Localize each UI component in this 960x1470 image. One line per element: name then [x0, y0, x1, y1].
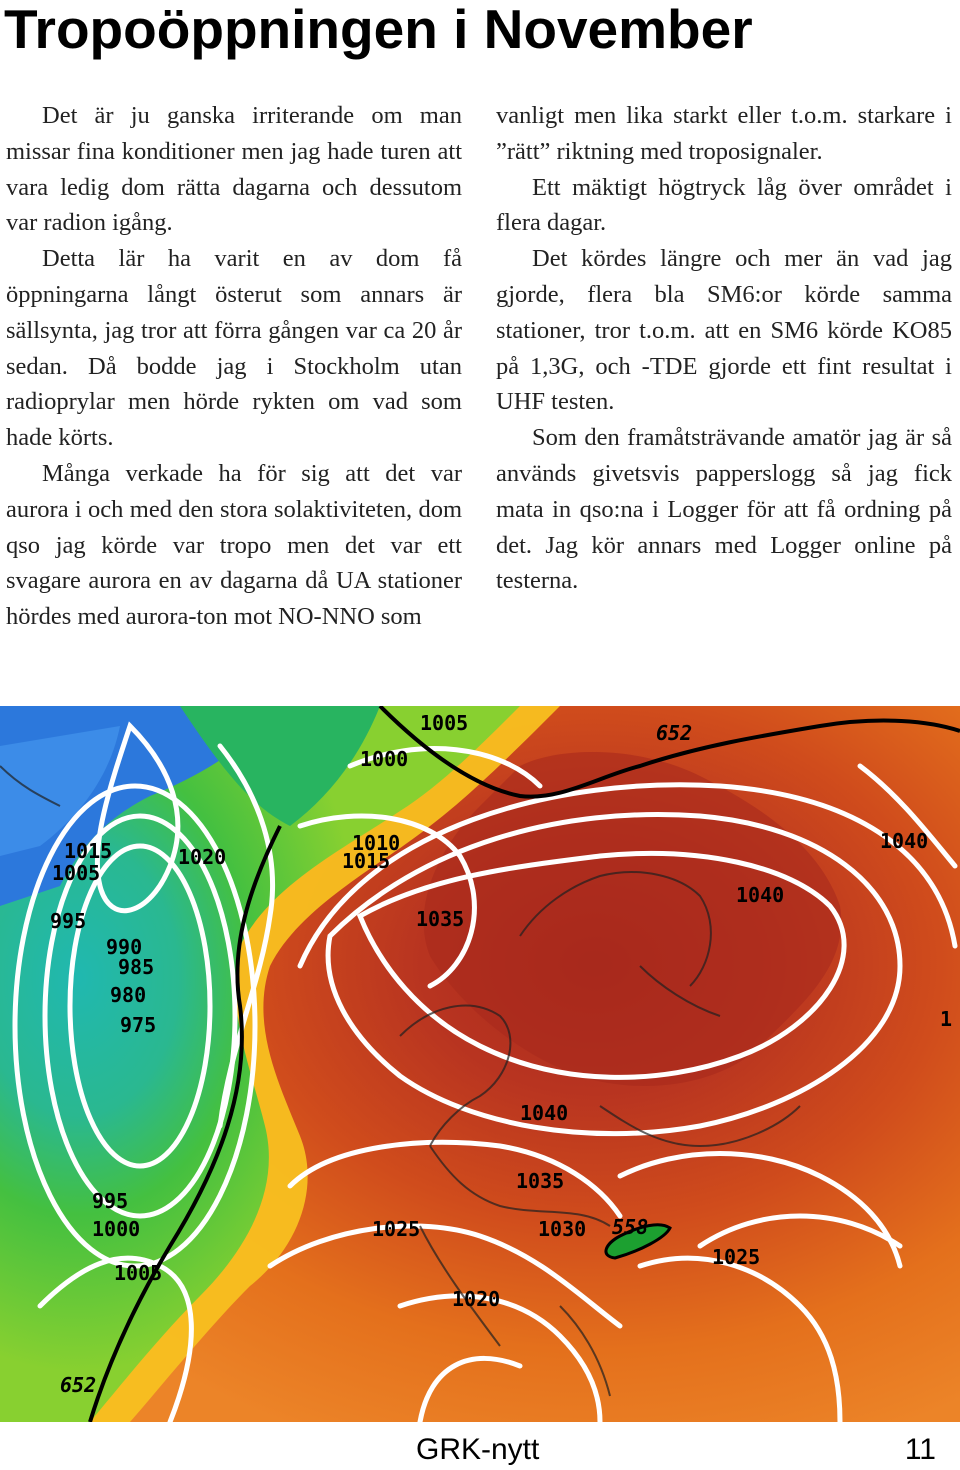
isobar-label: 1040	[736, 883, 785, 907]
isobar-label: 1015	[342, 849, 391, 873]
isobar-label: 1020	[452, 1287, 501, 1311]
isobar-label: 1015	[64, 839, 113, 863]
article-left-column	[6, 98, 462, 635]
isobar-label: 652	[656, 721, 693, 745]
isobar-label: 1025	[372, 1217, 421, 1241]
page-number: 11	[904, 1433, 936, 1466]
isobar-label: 985	[118, 955, 155, 979]
paragraph: Många verkade ha för sig att det var aurora i och med den stora solaktiviteten, dom qso jag körde var tropo men det var ett svagare aurora en av dagarna då UA stationer hördes med aurora-ton mot NO-NNO som	[6, 459, 462, 631]
paragraph: Som den framåtsträvande amatör jag är så används givetsvis papperslogg så jag fick mata in qso:na i Logger för att få ordning på det. Jag kör annars med Logger online på testerna.	[496, 424, 952, 595]
weather-map-graphic	[0, 706, 960, 1422]
isobar-label: 1040	[880, 829, 929, 853]
paragraph: Det är ju ganska irriterande om man missar fina konditioner men jag hade turen att vara ledig dom rätta dagarna och dessutom var radion igång.	[6, 102, 462, 237]
paragraph-continued: vanligt men lika starkt eller t.o.m. starkare i ”rätt” riktning med troposignaler.	[496, 102, 952, 165]
isobar-label: 1035	[516, 1169, 565, 1193]
isobar-label: 1000	[360, 747, 409, 771]
isobar-label: 980	[110, 983, 147, 1007]
article-title: Tropoöppningen i November	[4, 0, 753, 60]
paragraph: Det kördes längre och mer än vad jag gjorde, flera bla SM6:or körde samma stationer, tror t.o.m. att en SM6 körde KO85 på 1,3G, och -TDE gjorde ett fint resultat i UHF testen.	[496, 245, 952, 416]
isobar-label: 558	[612, 1215, 649, 1239]
isobar-label: 1000	[92, 1217, 141, 1241]
isobar-label: 1025	[712, 1245, 761, 1269]
paragraph: Ett mäktigt högtryck låg över området i flera dagar.	[496, 173, 952, 237]
isobar-label: 1030	[538, 1217, 587, 1241]
isobar-label: 975	[120, 1013, 157, 1037]
article-right-column	[496, 98, 952, 599]
publication-name: GRK-nytt	[416, 1433, 540, 1466]
isobar-label: 1005	[420, 711, 469, 735]
isobar-label: 652	[60, 1373, 97, 1397]
isobar-label: 995	[92, 1189, 129, 1213]
isobar-label: 1005	[114, 1261, 163, 1285]
isobar-label: 1	[940, 1007, 953, 1031]
paragraph: Detta lär ha varit en av dom få öppningarna långt österut som annars är sällsynta, jag tror att förra gången var ca 20 år sedan. Då bodde jag i Stockholm utan radioprylar men hörde rykten om vad som hade körts.	[6, 245, 462, 452]
isobar-label: 1040	[520, 1101, 569, 1125]
isobar-label: 1020	[178, 845, 227, 869]
isobar-label: 1035	[416, 907, 465, 931]
isobar-label: 995	[50, 909, 87, 933]
isobar-label: 1005	[52, 861, 101, 885]
isobar-label: 1010	[352, 831, 401, 855]
isobar-label: 990	[106, 935, 143, 959]
weather-map	[0, 706, 960, 1422]
